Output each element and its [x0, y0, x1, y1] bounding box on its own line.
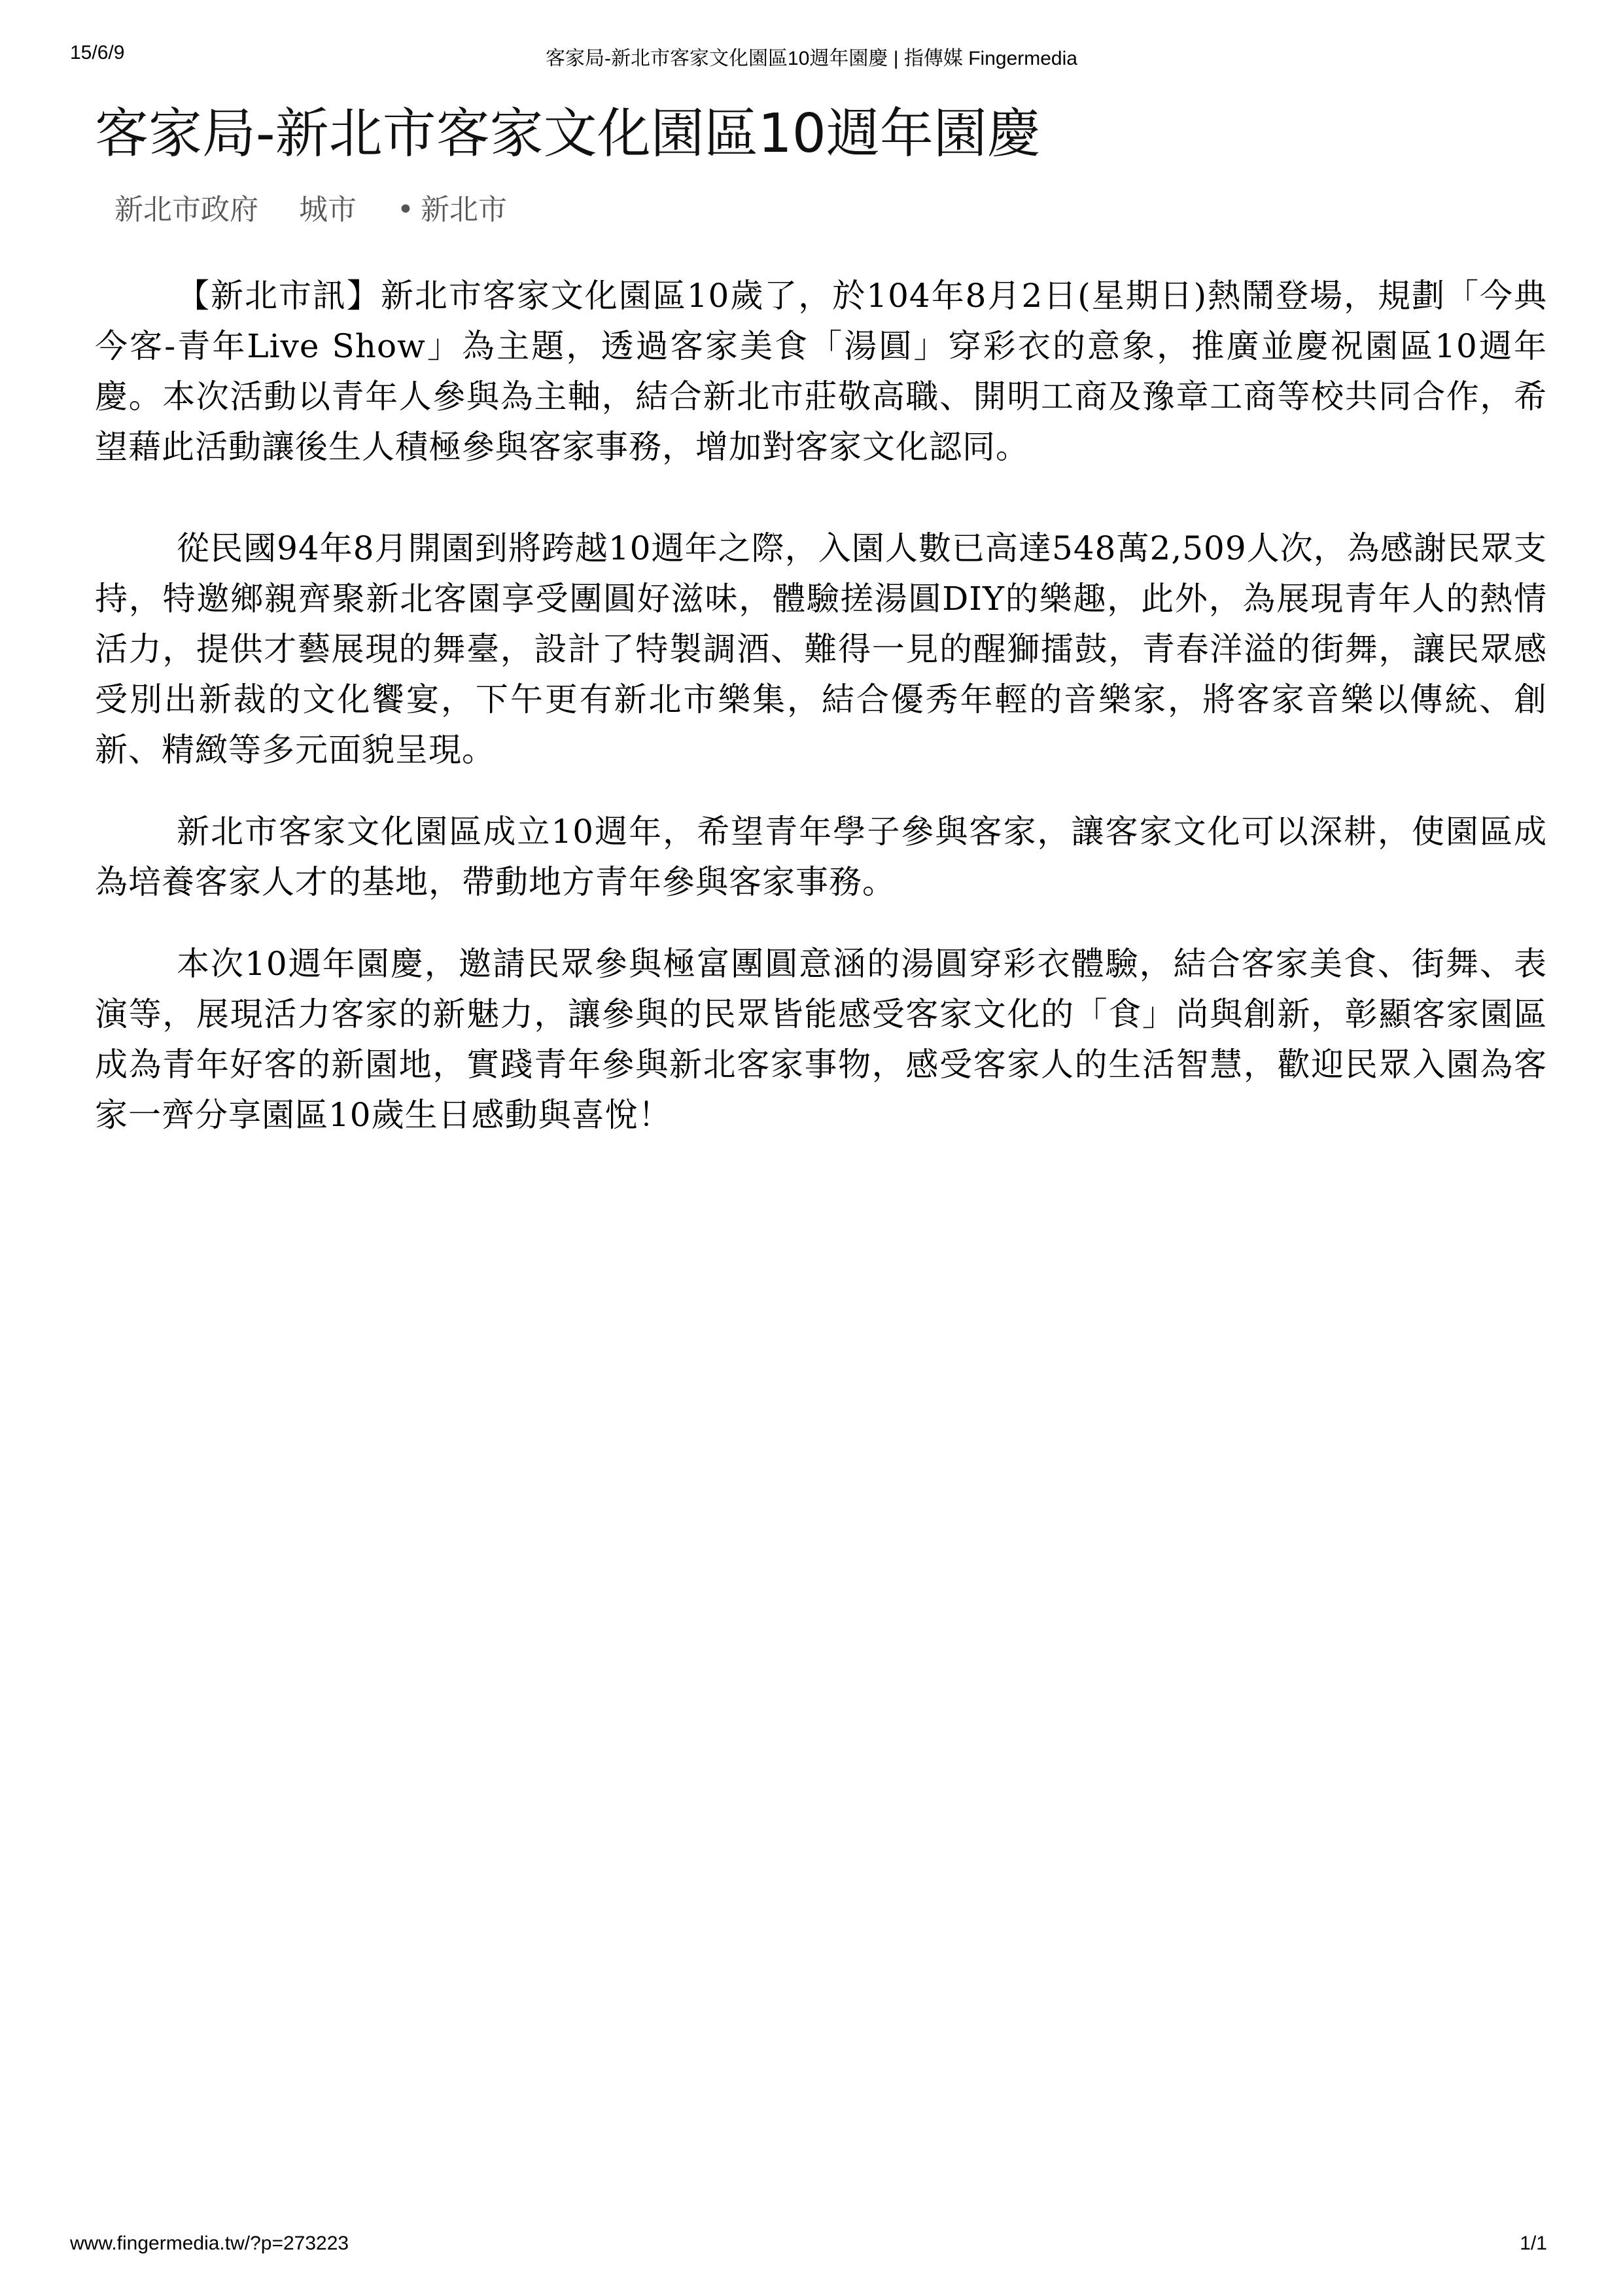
print-page-title: 客家局-新北市客家文化園區10週年園慶 | 指傳媒 Fingermedia [546, 48, 1077, 69]
article-title: 客家局-新北市客家文化園區10週年園慶 [95, 103, 1041, 165]
region-link[interactable]: 新北市 [420, 193, 507, 226]
article-paragraph: 本次10週年園慶，邀請民眾參與極富團圓意涵的湯圓穿彩衣體驗，結合客家美食、街舞、表演等，展現活力客家的新魅力，讓參與的民眾皆能感受客家文化的「食」尚與創新，彰顯客家園區成為青年好客的新園地，實踐青年參與新北客家事物，感受客家人的生活智慧，歡迎民眾入園為客家一齊分享園區10歲生日感動與喜悅！ [95, 945, 1547, 1134]
print-header [0, 42, 1623, 68]
article-container [95, 98, 1547, 1140]
page-indicator: 1/1 [1520, 2233, 1547, 2254]
meta-separator: • [397, 193, 414, 226]
article-paragraph: 從民國94年8月開園到將跨越10週年之際，入園人數已高達548萬2,509人次，為感謝民眾支持，特邀鄉親齊聚新北客園享受團圓好滋味，體驗搓湯圓DIY的樂趣，此外，為展現青年人的熱情活力，提供才藝展現的舞臺，設計了特製調酒、難得一見的醒獅擂鼓，青春洋溢的街舞，讓民眾感受別出新裁的文化饗宴，下午更有新北市樂集，結合優秀年輕的音樂家，將客家音樂以傳統、創新、精緻等多元面貌呈現。 [95, 529, 1547, 769]
category-link[interactable]: 城市 [299, 193, 357, 226]
print-footer [0, 2233, 1623, 2259]
print-date: 15/6/9 [70, 42, 125, 63]
article-meta [114, 186, 1547, 228]
article-body [95, 271, 1547, 1140]
category-label [299, 193, 538, 226]
print-url: www.fingermedia.tw/?p=273223 [70, 2233, 349, 2254]
source-link[interactable]: 新北市政府 [114, 193, 258, 226]
article-paragraph: 新北市客家文化園區成立10週年，希望青年學子參與客家，讓客家文化可以深耕，使園區成為培養客家人才的基地，帶動地方青年參與客家事務。 [95, 813, 1547, 901]
article-paragraph: 【新北市訊】新北市客家文化園區10歲了，於104年8月2日(星期日)熱鬧登場，規劃「今典今客-青年Live Show」為主題，透過客家美食「湯圓」穿彩衣的意象，推廣並慶祝園區10週年慶。本次活動以青年人參與為主軸，結合新北市莊敬高職、開明工商及豫章工商等校共同合作，希望藉此活動讓後生人積極參與客家事務，增加對客家文化認同。 [95, 277, 1547, 466]
